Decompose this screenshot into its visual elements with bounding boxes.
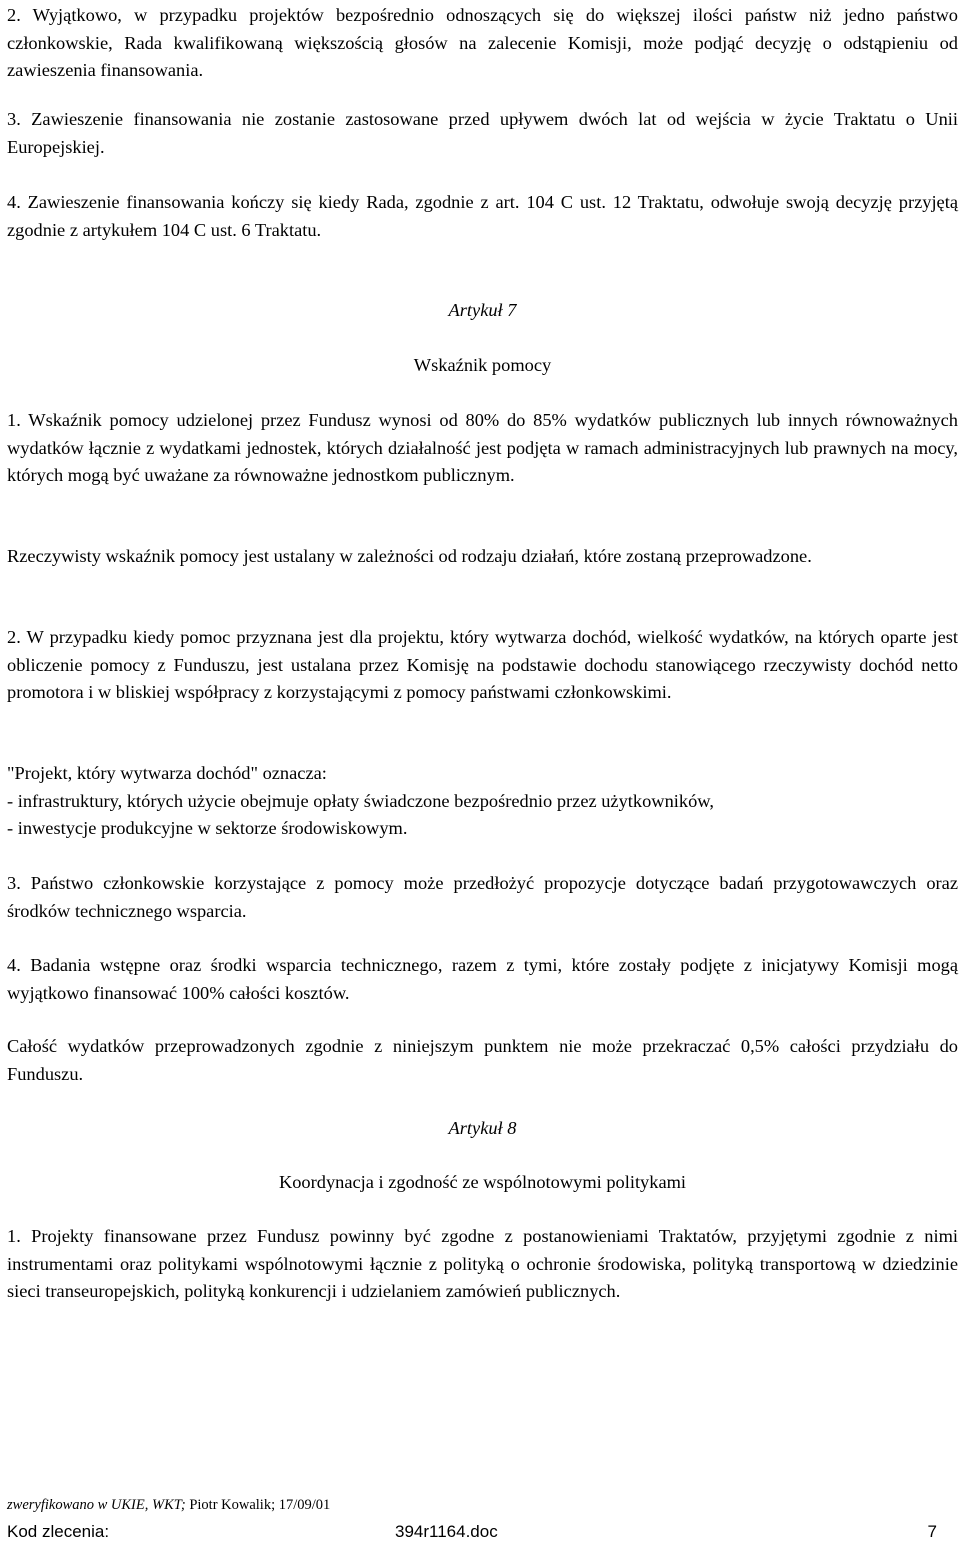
article-7-paragraph-4: 4. Badania wstępne oraz środki wsparcia technicznego, razem z tymi, które zostały podjęte z inicjatywy Komisji mogą wyjątkowo finansować 100% całości kosztów.	[7, 955, 958, 1003]
paragraph-3: 3. Zawieszenie finansowania nie zostanie zastosowane przed upływem dwóch lat od wejścia w życie Traktatu o Unii Europejskiej.	[7, 109, 958, 157]
footer-verification	[7, 1495, 330, 1515]
article-7-subtitle: Wskaźnik pomocy	[413, 355, 552, 375]
article-7-paragraph-3: 3. Państwo członkowskie korzystające z pomocy może przedłożyć propozycje dotyczące badań przygotowawczych oraz środków technicznego wsparcia.	[7, 873, 958, 921]
paragraph-4: 4. Zawieszenie finansowania kończy się kiedy Rada, zgodnie z art. 104 C ust. 12 Traktatu, odwołuje swoją decyzję przyjętą zgodnie z artykułem 104 C ust. 6 Traktatu.	[7, 192, 958, 240]
article-7-paragraph-2: 2. W przypadku kiedy pomoc przyznana jest dla projektu, który wytwarza dochód, wielkość wydatków, na których oparte jest obliczenie pomocy z Funduszu, jest ustalana przez Komisję na podstawie dochodu stanowiącego rzeczywisty dochód netto promotora i w bliskiej współpracy z korzystającymi z pomocy państwami członkowskimi.	[7, 627, 958, 702]
article-7-title: Artykuł 7	[448, 300, 517, 320]
order-code-label: Kod zlecenia:	[7, 1522, 110, 1541]
page-number: 7	[927, 1522, 937, 1541]
article-7-paragraph-1: 1. Wskaźnik pomocy udzielonej przez Fundusz wynosi od 80% do 85% wydatków publicznych lub innych równoważnych wydatków łącznie z wydatkami jednostek, których działalność jest podjęta w ramach administracyjnych lub prawnych na mocy, których mogą być uważane za równoważne jednostkom publicznym.	[7, 410, 958, 485]
article-8-title: Artykuł 8	[448, 1118, 517, 1138]
definition-intro: "Projekt, który wytwarza dochód" oznacza:	[7, 763, 327, 783]
article-8-subtitle: Koordynacja i zgodność ze wspólnotowymi politykami	[278, 1172, 687, 1192]
paragraph-2: 2. Wyjątkowo, w przypadku projektów bezpośrednio odnoszących się do większej ilości państw niż jedno państwo członkowskie, Rada kwalifikowaną większością głosów na zalecenie Komisji, może podjąć decyzję o odstąpieniu od zawieszenia finansowania.	[7, 5, 958, 80]
order-code-value: 394r1164.doc	[395, 1522, 498, 1541]
article-7-paragraph-actual-rate: Rzeczywisty wskaźnik pomocy jest ustalany w zależności od rodzaju działań, które zostaną przeprowadzone.	[7, 546, 812, 566]
article-7-paragraph-total: Całość wydatków przeprowadzonych zgodnie z niniejszym punktem nie może przekraczać 0,5% całości przydziału do Funduszu.	[7, 1036, 958, 1084]
footer-verifier: Piotr Kowalik; 17/09/01	[185, 1497, 331, 1513]
definition-item-2: - inwestycje produkcyjne w sektorze środowiskowym.	[7, 818, 408, 838]
footer-verified-text: zweryfikowano w UKIE, WKT;	[7, 1497, 186, 1513]
article-8-paragraph-1: 1. Projekty finansowane przez Fundusz powinny być zgodne z postanowieniami Traktatów, przyjętymi zgodnie z nimi instrumentami oraz politykami wspólnotowymi łącznie z polityką o ochronie środowiska, polityką transportową w dziedzinie sieci transeuropejskich, polityką konkurencji i udzielaniem zamówień publicznych.	[7, 1226, 958, 1301]
definition-item-1: - infrastruktury, których użycie obejmuje opłaty świadczone bezpośrednio przez użytkowników,	[7, 791, 714, 811]
